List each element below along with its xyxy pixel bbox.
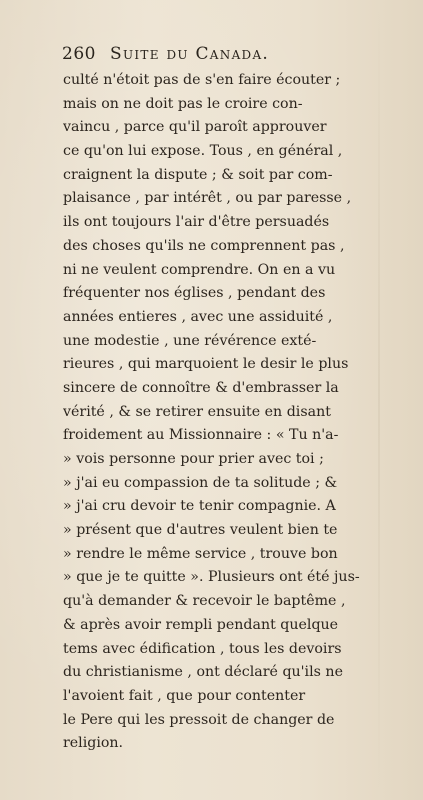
text-line: l'avoient fait , que pour contenter (63, 687, 306, 704)
text-line: plaisance , par intérêt , ou par paresse , (63, 190, 352, 207)
text-line: années entieres , avec une assiduité , (63, 308, 333, 325)
text-line: des choses qu'ils ne comprennent pas , (63, 237, 345, 254)
text-line: une modestie , une révérence exté- (63, 332, 317, 349)
text-line: ils ont toujours l'air d'être persuadés (63, 214, 330, 231)
text-line: sincere de connoître & d'embrasser la (63, 379, 339, 396)
body-text (63, 69, 363, 756)
text-line: religion. (63, 735, 124, 752)
running-title: Suite du Canada. (110, 44, 270, 64)
text-line: & après avoir rempli pendant quelque (63, 616, 339, 633)
text-line: ni ne veulent comprendre. On en a vu (63, 261, 336, 278)
text-line: froidement au Missionnaire : « Tu n'a- (63, 427, 339, 444)
text-line: tems avec édification , tous les devoirs (63, 640, 342, 657)
text-line: culté n'étoit pas de s'en faire écouter ; (63, 72, 341, 88)
text-line: » j'ai cru devoir te tenir compagnie. A (63, 498, 336, 515)
text-line: » présent que d'autres veulent bien te (63, 522, 338, 539)
text-line: fréquenter nos églises , pendant des (63, 285, 326, 302)
text-line: » rendre le même service , trouve bon (63, 545, 338, 562)
text-line: » j'ai eu compassion de ta solitude ; & (63, 474, 338, 491)
text-line: qu'à demander & recevoir le baptême , (63, 593, 346, 610)
text-line: vaincu , parce qu'il paroît approuver (63, 119, 327, 136)
text-line: du christianisme , ont déclaré qu'ils ne (63, 664, 343, 681)
text-line: ce qu'on lui expose. Tous , en général , (63, 143, 343, 160)
page-crease (378, 0, 380, 800)
text-line: » que je te quitte ». Plusieurs ont été jus- (63, 569, 360, 586)
running-head (62, 44, 362, 66)
text-line: » vois personne pour prier avec toi ; (63, 451, 324, 467)
text-line: le Pere qui les pressoit de changer de (63, 711, 335, 728)
text-line: craignent la dispute ; & soit par com- (63, 166, 333, 183)
page-number: 260 (62, 44, 96, 64)
text-line: vérité , & se retirer ensuite en disant (63, 403, 331, 420)
text-line: mais on ne doit pas le croire con- (63, 95, 303, 112)
text-line: rieures , qui marquoient le desir le plus (63, 356, 349, 373)
